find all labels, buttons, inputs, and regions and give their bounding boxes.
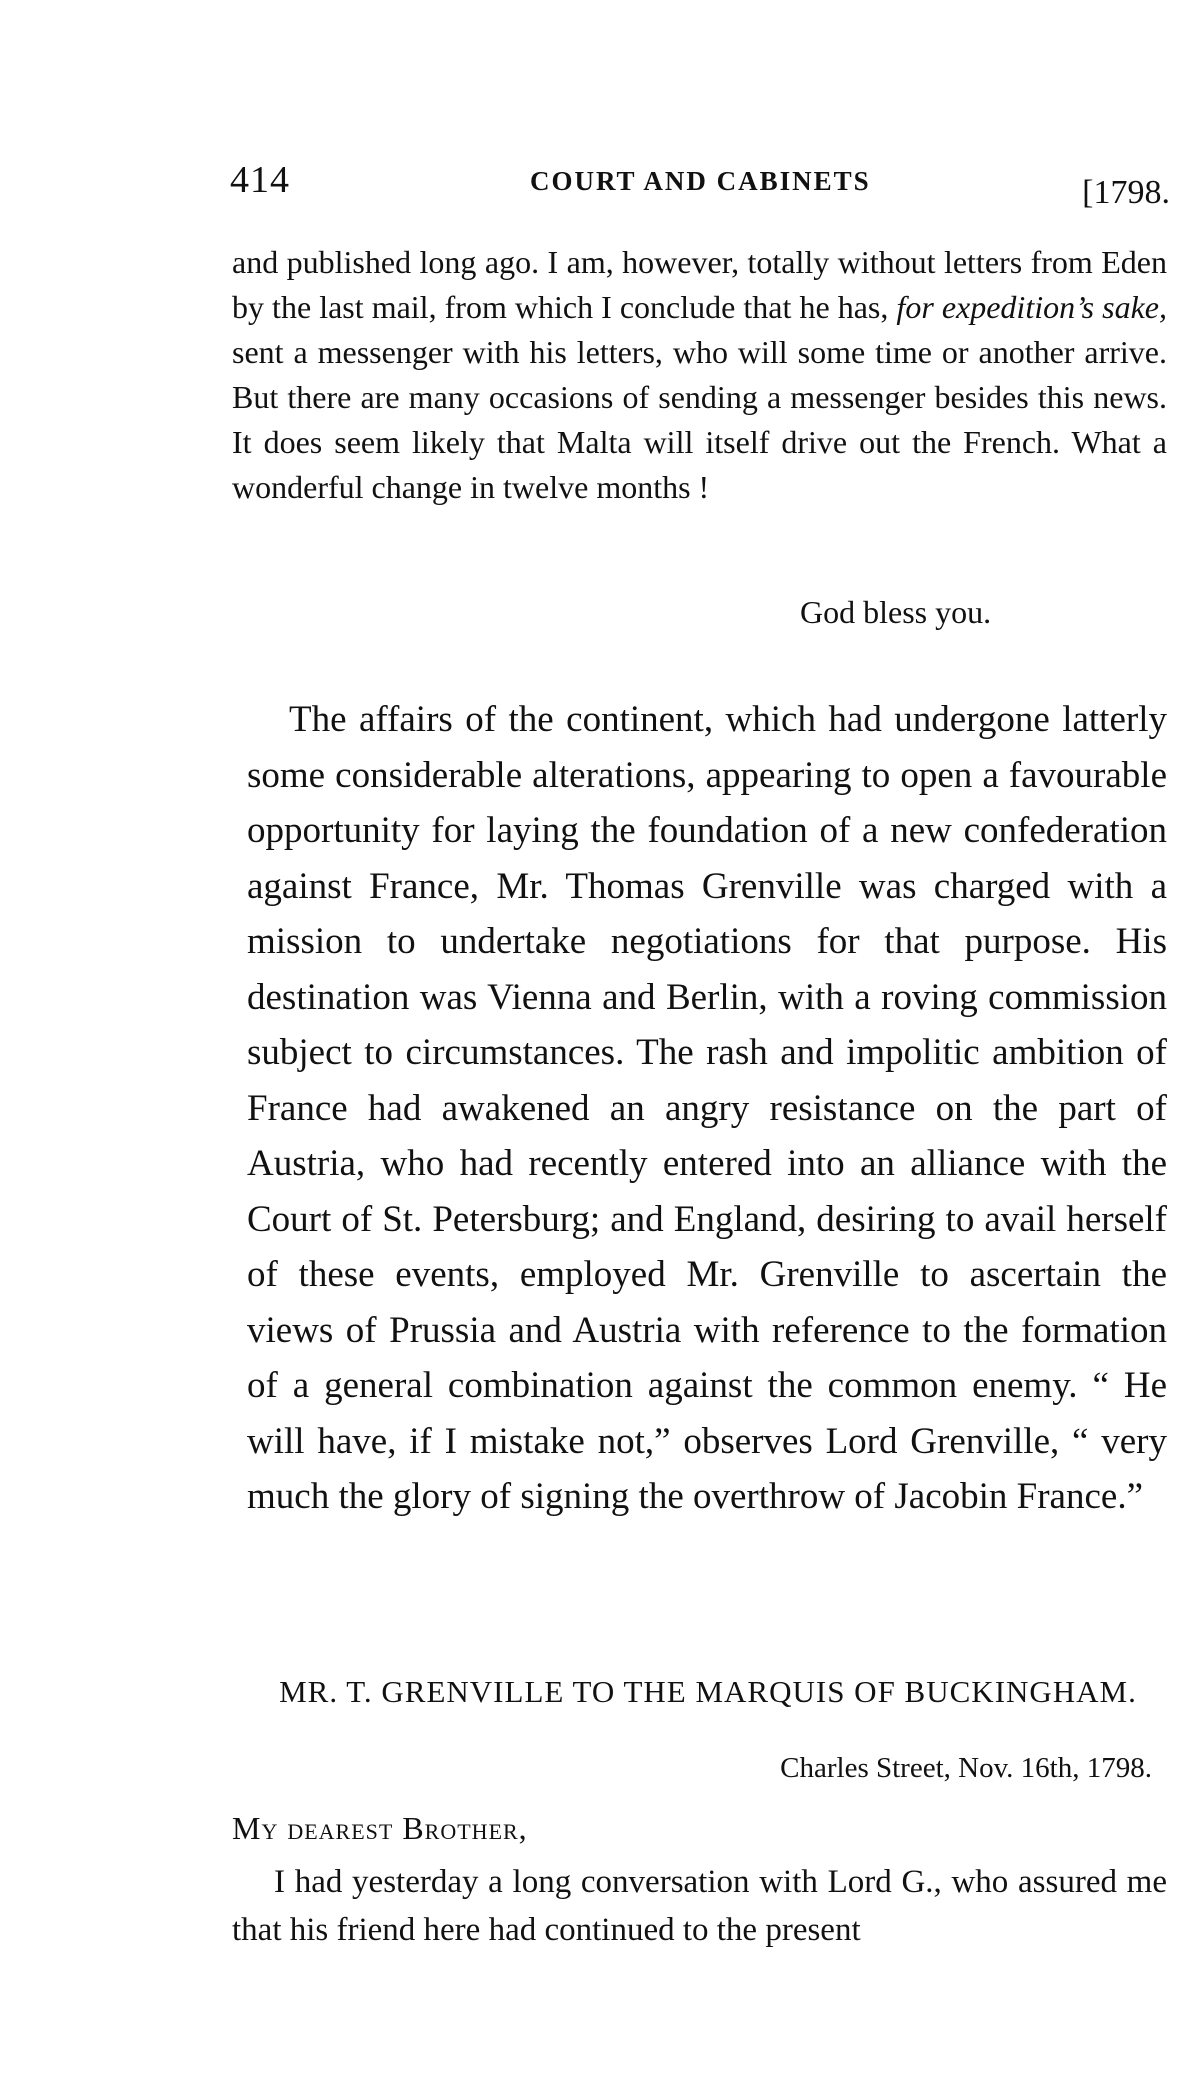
letter-text-before: and published long ago. I am, however, totally without letters from Eden by the last mail, from which I conclude that he has, bbox=[232, 244, 1167, 325]
letter-salutation: My dearest Brother, bbox=[232, 1810, 528, 1846]
running-title: COURT AND CABINETS bbox=[530, 166, 871, 196]
letter-continuation bbox=[232, 240, 1167, 510]
running-head bbox=[230, 150, 1170, 210]
narrative-paragraph: The affairs of the continent, which had undergone latterly some considerable alterations, appearing to open a favourable opportunity for laying the foundation of a new confederation against France, Mr. Thomas Grenville was charged with a mission to undertake negotiations for that purpose. His destination was Vienna and Berlin, with a roving commission subject to circumstances. The rash and impolitic ambition of France had awakened an angry resistance on the part of Austria, who had recently entered into an alliance with the Court of St. Petersburg; and England, desiring to avail herself of these events, employed Mr. Grenville to ascertain the views of Prussia and Austria with reference to the formation of a general combination against the common enemy. “ He will have, if I mistake not,” observes Lord Grenville, “ very much the glory of signing the overthrow of Jacobin France.” bbox=[247, 699, 1167, 1517]
letter-body-paragraph: I had yesterday a long conversation with Lord G., who assured me that his friend here had continued to the present bbox=[232, 1864, 1167, 1948]
letter-body bbox=[232, 1858, 1167, 1954]
letter-emphasis: for expedition’s sake, bbox=[896, 289, 1168, 325]
letter-heading: MR. T. GRENVILLE TO THE MARQUIS OF BUCKINGHAM. bbox=[279, 1674, 1137, 1709]
letter-dateline: Charles Street, Nov. 16th, 1798. bbox=[780, 1752, 1152, 1784]
letter-text-after: sent a messenger with his letters, who will some time or another arrive. But there are many occasions of sending a messenger besides this news. It does seem likely that Malta will itself drive out the French. What a wonderful change in twelve months ! bbox=[232, 334, 1167, 505]
running-year: [1798. bbox=[1082, 174, 1170, 211]
page-number: 414 bbox=[230, 159, 290, 201]
narrative-section bbox=[247, 692, 1167, 1525]
letter-closing: God bless you. bbox=[800, 594, 992, 630]
letter-continuation-paragraph bbox=[232, 240, 1167, 510]
